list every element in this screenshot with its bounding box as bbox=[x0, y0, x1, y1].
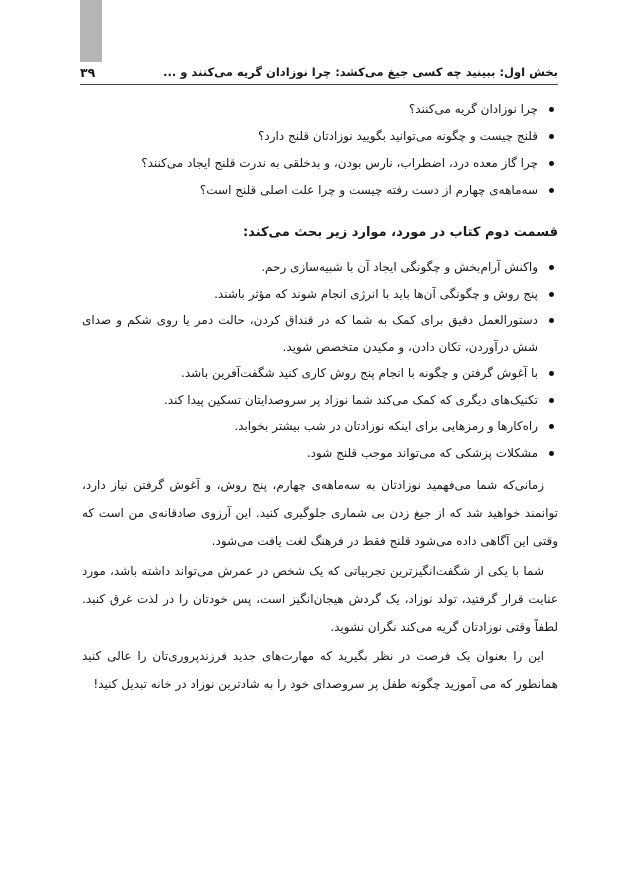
list-item: چرا نوزادان گریه می‌کنند؟ bbox=[82, 96, 558, 123]
list-item: قلنج چیست و چگونه می‌توانید بگویید نوزادتان قلنج دارد؟ bbox=[82, 123, 558, 150]
list-item: تکنیک‌های دیگری که کمک می‌کند شما نوزاد پر سروصدایتان تسکین پیدا کند. bbox=[82, 387, 558, 414]
list-item: سه‌ماهه‌ی چهارم از دست رفته چیست و چرا علت اصلی قلنج است؟ bbox=[82, 177, 558, 204]
body-paragraph: این را بعنوان یک فرصت در نظر بگیرید که مهارت‌های جدید فرزندپروری‌تان را عالی کنید همانطور که می آموزید چگونه طفل پر سروصدای خود را به شادترین نوزاد در خانه تبدیل کنید! bbox=[82, 649, 558, 691]
body-paragraph: زمانی‌که شما می‌فهمید نوزادتان به سه‌ماهه‌ی چهارم، پنج روش، و آغوش گرفتن نیاز دارد، توانمند خواهید شد که از جیغ زدن بی شماری جلوگیری کنید. این آرزوی صادقانه‌ی من است که وقتی این آگاهی داده می‌شود قلنج فقط در فرهنگ لغت یافت می‌شود. bbox=[82, 478, 558, 548]
section-heading: قسمت دوم کتاب در مورد، موارد زیر بحث می‌کند: bbox=[242, 225, 558, 240]
list-item: راه‌کارها و رمزهایی برای اینکه نوزادتان در شب بیشتر بخوابد. bbox=[82, 413, 558, 440]
chapter-title: بخش اول: ببینید چه کسی جیغ می‌کشد: چرا نوزادان گریه می‌کنند و ... bbox=[163, 65, 558, 79]
body-paragraph: شما با یکی از شگفت‌انگیزترین تجربیاتی که یک شخص در عمرش می‌تواند داشته باشد، مورد عنایت قرار گرفتید، تولد نوزاد، یک گردش هیجان‌انگیز است، پس خودتان را در لذت غرق کنید. لطفاً وقتی نوزادتان گریه می‌کند نگران نشوید. bbox=[82, 564, 558, 634]
list-item: پنج روش و چگونگی آن‌ها باید با انرژی انجام شوند که مؤثر باشند. bbox=[82, 281, 558, 308]
list-item: با آغوش گرفتن و چگونه با انجام پنج روش کاری کنید شگفت‌آفرین باشد. bbox=[82, 360, 558, 387]
page-number: ۳۹ bbox=[80, 64, 96, 80]
chapter-tab-marker bbox=[80, 0, 102, 62]
header-rule bbox=[80, 84, 558, 85]
list-item: مشکلات پزشکی که می‌تواند موجب قلنج شود. bbox=[82, 440, 558, 467]
list-item: چرا گاز معده درد، اضطراب، نارس بودن، و بدخلقی به ندرت قلنج ایجاد می‌کنند؟ bbox=[82, 150, 558, 177]
list-item: واکنش آرام‌بخش و چگونگی ایجاد آن با شبیه‌سازی رحم. bbox=[82, 254, 558, 281]
running-header bbox=[80, 60, 558, 84]
list-item: دستورالعمل دقیق برای کمک به شما که در قنداق کردن، حالت دمر یا روی شکم و صدای شش درآوردن، تکان دادن، و مکیدن متخصص شوید. bbox=[82, 307, 558, 360]
question-list bbox=[82, 96, 558, 204]
topics-list bbox=[82, 254, 558, 466]
